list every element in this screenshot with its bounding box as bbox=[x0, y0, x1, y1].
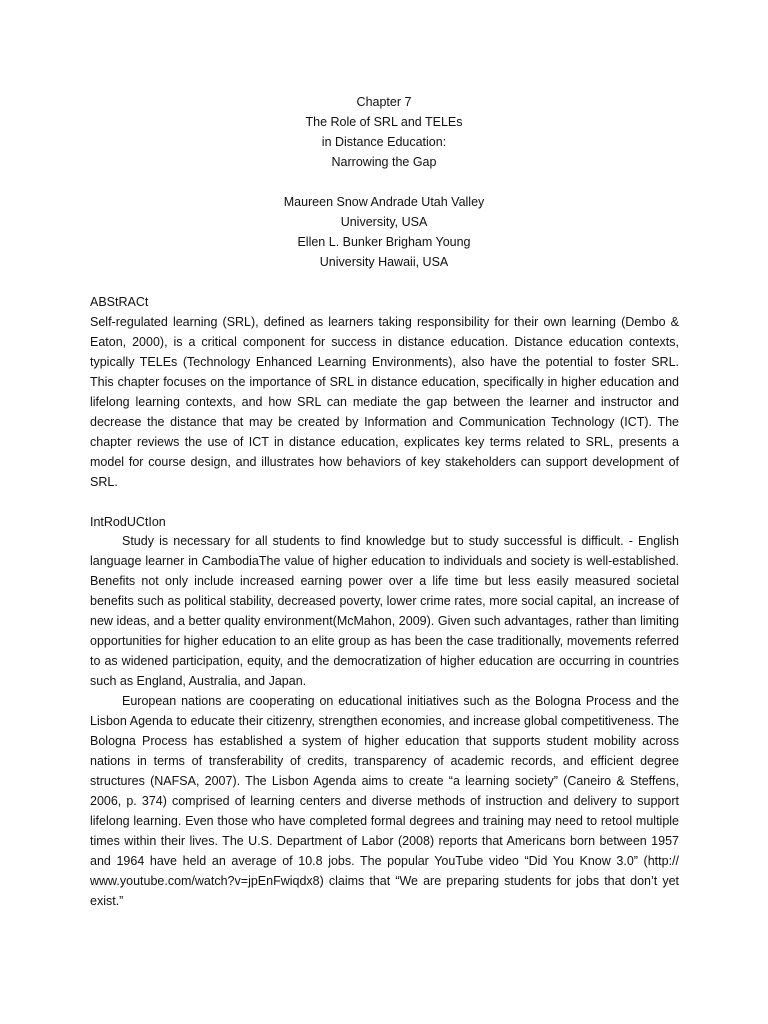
chapter-title-line-2: in Distance Education: bbox=[321, 135, 447, 149]
authors-block bbox=[0, 192, 768, 272]
author-line-3: Ellen L. Bunker Brigham Young bbox=[297, 235, 471, 249]
introduction-paragraph-2: European nations are cooperating on educational initiatives such as the Bologna Process and the Lisbon Agenda to educate their citizenry, strengthen economies, and increase global competitiveness. The Bologna Process has established a system of higher education that supports student mobility across nations in terms of transferability of credits, transparency of academic records, and efficient degree structures (NAFSA, 2007). The Lisbon Agenda aims to create “a learning society” (Caneiro & Steffens, 2006, p. 374) comprised of learning centers and diverse methods of instruction and delivery to support lifelong learning. Even those who have completed formal degrees and training may need to retool multiple times within their lives. The U.S. Department of Labor (2008) reports that Americans born between 1957 and 1964 have held an average of 10.8 jobs. The popular YouTube video “Did You Know 3.0” (http:// www.youtube.com/watch?v=jpEnFwiqdx8) claims that “We are preparing students for jobs that don’t yet exist.” bbox=[90, 694, 679, 908]
chapter-title-block bbox=[0, 92, 768, 172]
introduction-heading: IntRodUCtIon bbox=[90, 515, 166, 529]
chapter-number: Chapter 7 bbox=[356, 95, 412, 109]
chapter-title-line-1: The Role of SRL and TELEs bbox=[305, 115, 463, 129]
author-line-2: University, USA bbox=[340, 215, 428, 229]
introduction-paragraph-1: Study is necessary for all students to find knowledge but to study successful is difficult. - English language learner in CambodiaThe value of higher education to individuals and society is well-established. Benefits not only include increased earning power over a life time but less easily measured societal benefits such as political stability, decreased poverty, lower crime rates, more social capital, an increase of new ideas, and a better quality environment(McMahon, 2009). Given such advantages, rather than limiting opportunities for higher education to an elite group as has been the case traditionally, movements referred to as widened participation, equity, and the democratization of higher education are occurring in countries such as England, Australia, and Japan. bbox=[90, 534, 679, 688]
author-line-4: University Hawaii, USA bbox=[319, 255, 449, 269]
abstract-text: Self-regulated learning (SRL), defined as learners taking responsibility for their own learning (Dembo & Eaton, 2000), is a critical component for success in distance education. Distance education contexts, typically TELEs (Technology Enhanced Learning Environments), also have the potential to foster SRL. This chapter focuses on the importance of SRL in distance education, specifically in higher education and lifelong learning contexts, and how SRL can mediate the gap between the learner and instructor and decrease the distance that may be created by Information and Communication Technology (ICT). The chapter reviews the use of ICT in distance education, explicates key terms related to SRL, presents a model for course design, and illustrates how behaviors of key stakeholders can support development of SRL. bbox=[90, 315, 679, 489]
abstract-heading: ABStRACt bbox=[90, 295, 149, 309]
author-line-1: Maureen Snow Andrade Utah Valley bbox=[283, 195, 485, 209]
chapter-title-line-3: Narrowing the Gap bbox=[331, 155, 437, 169]
